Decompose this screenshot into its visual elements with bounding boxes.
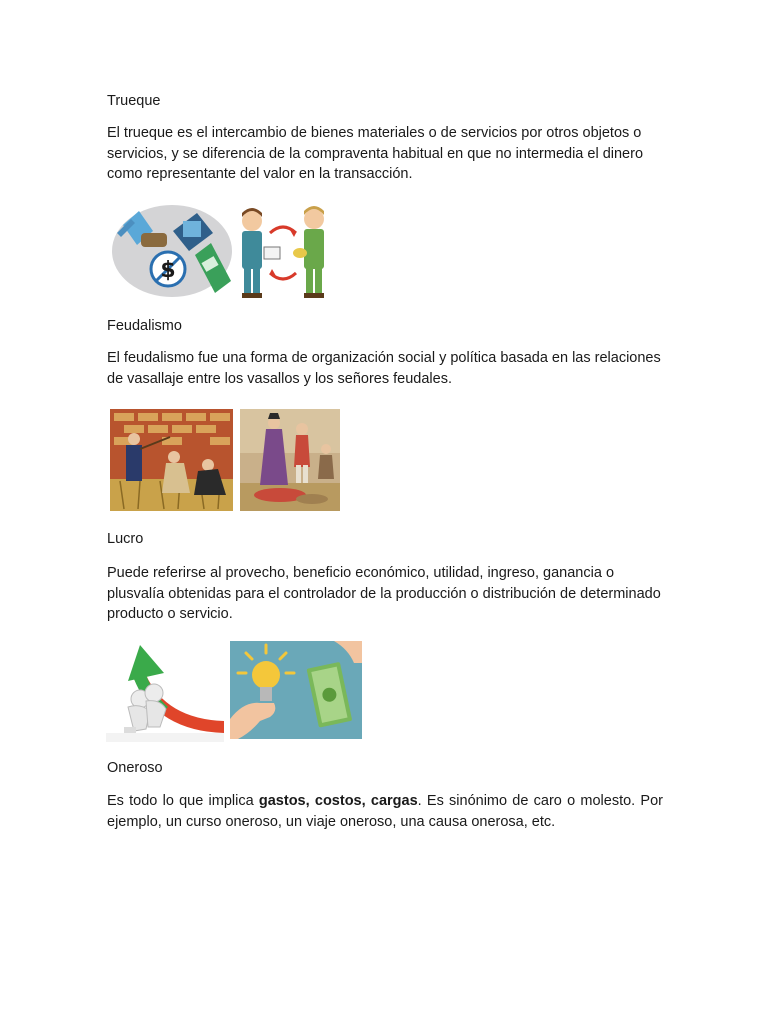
section-heading-feudalismo: Feudalismo bbox=[107, 318, 182, 334]
section-text-feudalismo: El feudalismo fue una forma de organización social y política basada en las relaciones de vasallaje entre los vasallos y los señores feudales. bbox=[107, 350, 661, 387]
medieval-peasants-image bbox=[110, 409, 233, 511]
section-heading-lucro: Lucro bbox=[107, 531, 144, 547]
barter-hands-icon bbox=[111, 203, 233, 298]
section-text-lucro: Puede referirse al provecho, beneficio económico, utilidad, ingreso, ganancia o plusvalía obtenidas para el controlador de la producción o distribución de determinado producto o servicio. bbox=[107, 565, 661, 622]
section-text-oneroso bbox=[107, 791, 663, 832]
trading-people-icon bbox=[238, 203, 328, 300]
growth-arrow-icon bbox=[106, 641, 224, 742]
oneroso-bold-terms: gastos, costos, cargas bbox=[258, 793, 418, 809]
feudal-lord-image bbox=[240, 409, 340, 511]
section-text-trueque: El trueque es el intercambio de bienes materiales o de servicios por otros objetos o servicios, y se diferencia de la compraventa habitual en que no intermedia el dinero como representante del valor en la transacción. bbox=[107, 125, 644, 182]
section-heading-trueque: Trueque bbox=[107, 93, 161, 109]
oneroso-text-start: Es todo lo que implica bbox=[107, 793, 259, 809]
idea-money-exchange-icon bbox=[230, 641, 362, 739]
oneroso-text-end: . Es sinónimo de caro o molesto. Por ejemplo, un curso oneroso, un viaje oneroso, una causa onerosa, etc. bbox=[107, 793, 663, 830]
dollar-sign-icon: $ bbox=[160, 258, 176, 283]
section-heading-oneroso: Oneroso bbox=[107, 760, 163, 776]
